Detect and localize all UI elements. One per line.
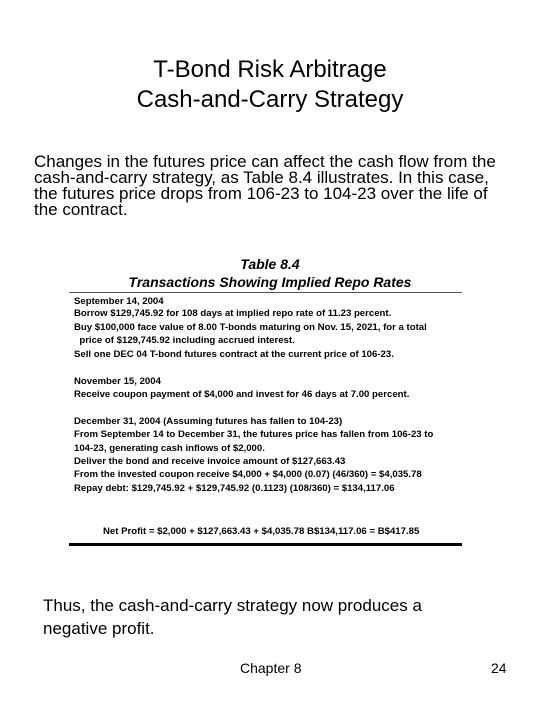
table-line: Buy $100,000 face value of 8.00 T-bonds maturing on Nov. 15, 2021, for a total xyxy=(74,322,427,333)
table-bottom-rule xyxy=(69,543,462,546)
table-line: December 31, 2004 (Assuming futures has fallen to 104-23) xyxy=(74,416,343,427)
table-line: Receive coupon payment of $4,000 and invest for 46 days at 7.00 percent. xyxy=(74,389,410,400)
title-line-2: Cash-and-Carry Strategy xyxy=(136,86,404,113)
table-heading: Transactions Showing Implied Repo Rates xyxy=(128,274,412,290)
table-line: November 15, 2004 xyxy=(74,376,161,387)
table-line: price of $129,745.92 including accrued interest. xyxy=(74,335,295,346)
footer-chapter: Chapter 8 xyxy=(240,660,302,676)
title-line-1: T-Bond Risk Arbitrage xyxy=(153,56,387,83)
table-line: 104-23, generating cash inflows of $2,000. xyxy=(74,443,265,454)
intro-paragraph: Changes in the futures price can affect the cash flow from the cash-and-carry strategy, as Table 8.4 illustrates. In this case, the futures price drops from 106-23 to 104-23 over the life of the contract. xyxy=(34,152,496,219)
table-line: September 14, 2004 xyxy=(74,296,164,307)
table-label: Table 8.4 xyxy=(240,256,300,272)
table-line: Deliver the bond and receive invoice amount of $127,663.43 xyxy=(74,456,346,467)
table-line: Repay debt: $129,745.92 + $129,745.92 (0.1123) (108/360) = $134,117.06 xyxy=(74,483,395,494)
conclusion-paragraph: Thus, the cash-and-carry strategy now produces a negative profit. xyxy=(43,596,422,638)
table-line: Borrow $129,745.92 for 108 days at implied repo rate of 11.23 percent. xyxy=(74,308,392,319)
table-line: Sell one DEC 04 T-bond futures contract at the current price of 106-23. xyxy=(74,349,394,360)
table-top-rule xyxy=(69,292,462,293)
net-profit-line: Net Profit = $2,000 + $127,663.43 + $4,035.78 B$134,117.06 = B$417.85 xyxy=(103,526,420,537)
page-number: 24 xyxy=(491,660,507,676)
table-line: From the invested coupon receive $4,000 + $4,000 (0.07) (46/360) = $4,035.78 xyxy=(74,469,422,480)
table-line: From September 14 to December 31, the futures price has fallen from 106-23 to xyxy=(74,429,434,440)
